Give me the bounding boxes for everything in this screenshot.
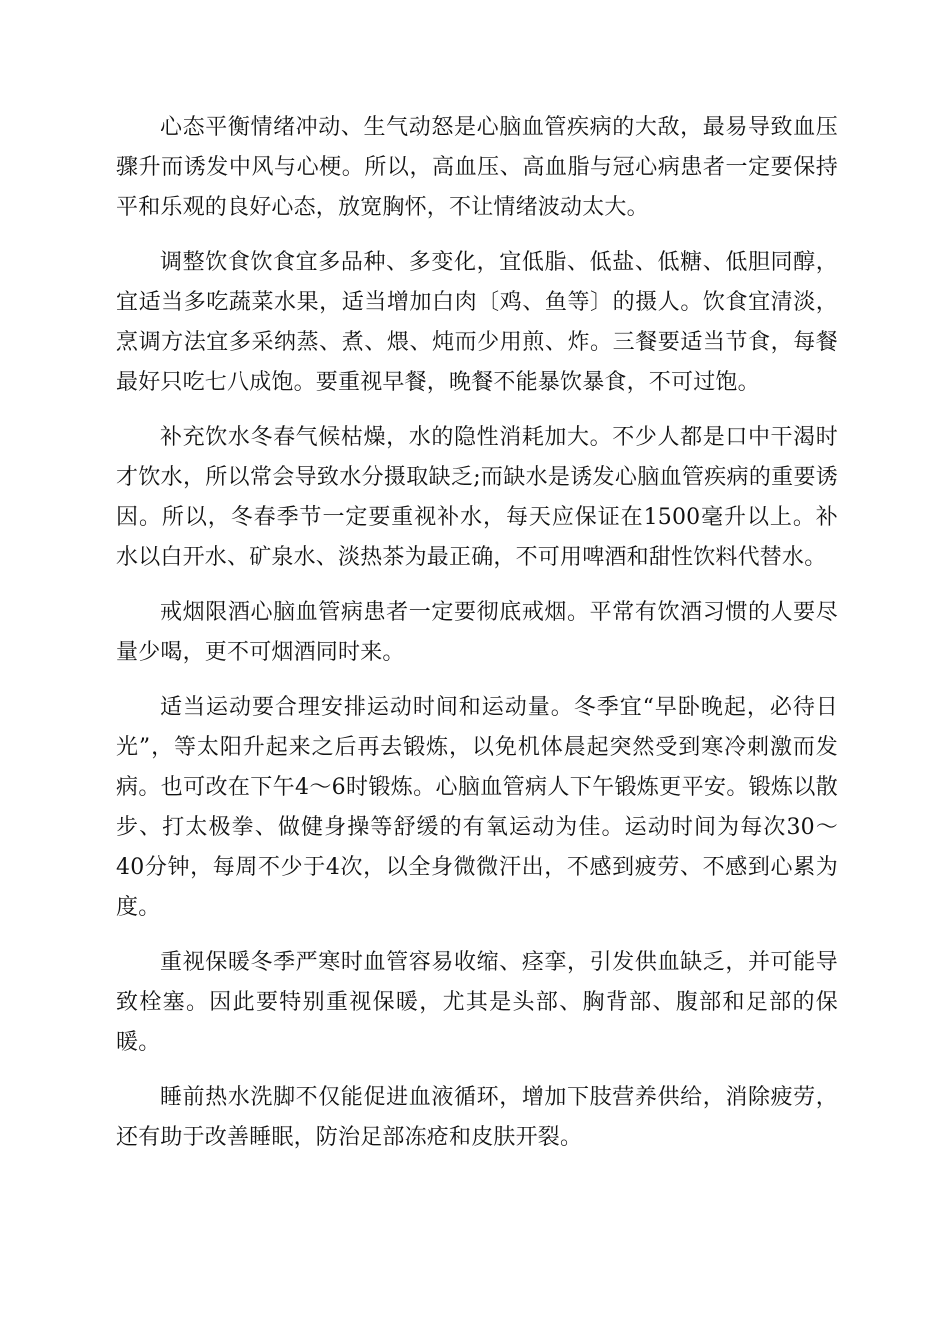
paragraph-diet: 调整饮食饮食宜多品种、多变化，宜低脂、低盐、低糖、低胆同醇，宜适当多吃蔬菜水果，适当增加白肉〔鸡、鱼等〕的摄人。饮食宜清淡，烹调方法宜多采纳蒸、煮、煨、炖而少用煎、炸。三餐要适当节食，每餐最好只吃七八成饱。要重视早餐，晚餐不能暴饮暴食，不可过饱。 [116,250,838,395]
paragraph-foot-bath: 睡前热水洗脚不仅能促进血液循环，增加下肢营养供给，消除疲劳，还有助于改善睡眠，防治足部冻疮和皮肤开裂。 [116,1085,838,1150]
document-body [116,108,838,1173]
paragraph-water: 补充饮水冬春气候枯燥，水的隐性消耗加大。不少人都是口中干渴时才饮水，所以常会导致水分摄取缺乏;而缺水是诱发心脑血管疾病的重要诱因。所以，冬春季节一定要重视补水，每天应保证在1500毫升以上。补水以白开水、矿泉水、淡热茶为最正确，不可用啤酒和甜性饮料代替水。 [116,425,838,570]
paragraph-exercise: 适当运动要合理安排运动时间和运动量。冬季宜“早卧晚起，必待日光”，等太阳升起来之后再去锻炼，以免机体晨起突然受到寒冷刺激而发病。也可改在下午4～6时锻炼。心脑血管病人下午锻炼更平安。锻炼以散步、打太极拳、做健身操等舒缓的有氧运动为佳。运动时间为每次30～40分钟，每周不少于4次，以全身微微汗出，不感到疲劳、不感到心累为度。 [116,695,838,920]
paragraph-mental-balance: 心态平衡情绪冲动、生气动怒是心脑血管疾病的大敌，最易导致血压骤升而诱发中风与心梗。所以，高血压、高血脂与冠心病患者一定要保持平和乐观的良好心态，放宽胸怀，不让情绪波动太大。 [116,115,838,220]
paragraph-warmth: 重视保暖冬季严寒时血管容易收缩、痉挛，引发供血缺乏，并可能导致栓塞。因此要特别重视保暖，尤其是头部、胸背部、腹部和足部的保暖。 [116,950,838,1055]
paragraph-smoking-alcohol: 戒烟限酒心脑血管病患者一定要彻底戒烟。平常有饮酒习惯的人要尽量少喝，更不可烟酒同时来。 [116,600,838,665]
